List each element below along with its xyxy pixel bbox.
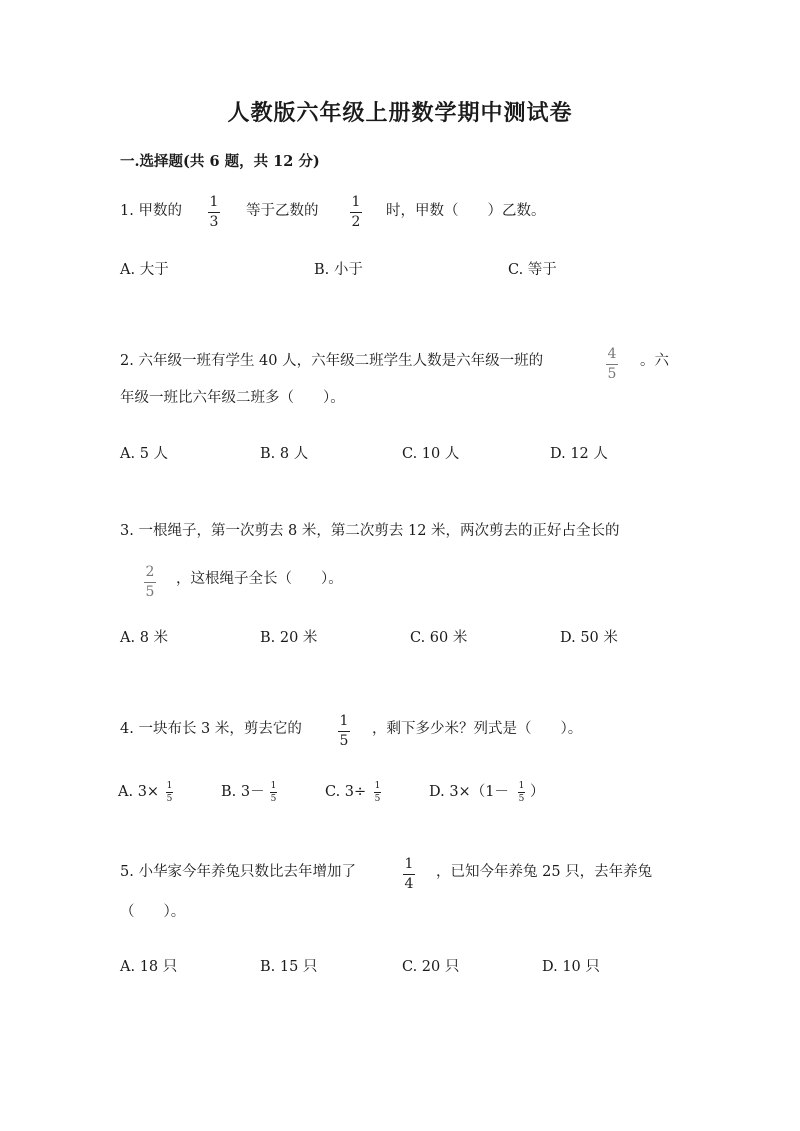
q4-text-part2: ，剩下多少米？列式是（ ）。 <box>372 721 583 737</box>
q4-option-a[interactable]: A. 3× <box>118 784 160 800</box>
q1-text-part3: 时，甲数（ ）乙数。 <box>386 203 546 219</box>
fraction-numerator: 1 <box>351 194 361 210</box>
q2-text-line2: 年级一班比六年级二班多（ ）。 <box>120 390 345 406</box>
q3-fraction <box>144 564 156 600</box>
q4-option-d[interactable]: D. 3×（1－ <box>429 784 509 800</box>
fraction-denominator: 5 <box>145 584 155 600</box>
q1-fraction-1 <box>208 194 220 230</box>
q5-option-d[interactable]: D. 10 只 <box>542 959 600 975</box>
q4-text-part1: 4. 一块布长 3 米，剪去它的 <box>120 721 302 737</box>
q1-option-b[interactable]: B. 小于 <box>314 262 363 278</box>
q4-fraction <box>338 713 350 749</box>
fraction-denominator: 5 <box>607 366 617 382</box>
q3-option-a[interactable]: A. 8 米 <box>120 630 169 646</box>
section-heading: 一.选择题(共 6 题，共 12 分) <box>120 153 320 170</box>
q3-option-b[interactable]: B. 20 米 <box>260 630 318 646</box>
q5-text-part1: 5. 小华家今年养兔只数比去年增加了 <box>120 864 356 880</box>
fraction-numerator: 1 <box>270 781 277 791</box>
q5-fraction <box>403 856 415 892</box>
fraction-denominator: 5 <box>166 794 173 804</box>
fraction-denominator: 5 <box>270 794 277 804</box>
q2-option-d[interactable]: D. 12 人 <box>550 446 608 462</box>
q5-text-part2: ，已知今年养兔 25 只，去年养兔 <box>436 864 653 880</box>
q4-option-d-fraction <box>518 781 525 804</box>
fraction-numerator: 1 <box>339 713 349 729</box>
fraction-numerator: 1 <box>209 194 219 210</box>
q2-option-c[interactable]: C. 10 人 <box>402 446 460 462</box>
q1-text-part1: 1. 甲数的 <box>120 203 182 219</box>
q3-option-c[interactable]: C. 60 米 <box>410 630 468 646</box>
fraction-denominator: 5 <box>374 794 381 804</box>
fraction-numerator: 1 <box>374 781 381 791</box>
q2-text-part1: 2. 六年级一班有学生 40 人，六年级二班学生人数是六年级一班的 <box>120 353 544 369</box>
q3-text-part2: ，这根绳子全长（ ）。 <box>176 571 343 587</box>
q4-option-c[interactable]: C. 3÷ <box>325 784 367 800</box>
fraction-denominator: 3 <box>209 214 219 230</box>
q4-option-b-fraction <box>270 781 277 804</box>
q4-option-b[interactable]: B. 3－ <box>221 784 265 800</box>
q2-option-b[interactable]: B. 8 人 <box>260 446 309 462</box>
q4-option-a-fraction <box>166 781 173 804</box>
q5-option-a[interactable]: A. 18 只 <box>120 959 178 975</box>
fraction-numerator: 2 <box>145 564 155 580</box>
q4-option-d-close-paren: ） <box>530 784 545 800</box>
q5-option-b[interactable]: B. 15 只 <box>260 959 318 975</box>
q1-fraction-2 <box>350 194 362 230</box>
q1-text-part2: 等于乙数的 <box>246 203 319 219</box>
q2-text-part2: 。六 <box>640 353 669 369</box>
fraction-denominator: 4 <box>404 876 414 892</box>
q2-fraction <box>606 346 618 382</box>
q4-option-c-fraction <box>374 781 381 804</box>
q5-option-c[interactable]: C. 20 只 <box>402 959 460 975</box>
q2-option-a[interactable]: A. 5 人 <box>120 446 169 462</box>
q5-text-line2: （ ）。 <box>120 904 186 920</box>
fraction-denominator: 5 <box>518 794 525 804</box>
page-title: 人教版六年级上册数学期中测试卷 <box>227 100 573 126</box>
q1-option-a[interactable]: A. 大于 <box>120 262 169 278</box>
fraction-denominator: 5 <box>339 733 349 749</box>
fraction-numerator: 4 <box>607 346 617 362</box>
q3-text-line1: 3. 一根绳子，第一次剪去 8 米，第二次剪去 12 米，两次剪去的正好占全长的 <box>120 523 620 539</box>
fraction-numerator: 1 <box>518 781 525 791</box>
q3-option-d[interactable]: D. 50 米 <box>560 630 618 646</box>
fraction-denominator: 2 <box>351 214 361 230</box>
q1-option-c[interactable]: C. 等于 <box>508 262 557 278</box>
fraction-numerator: 1 <box>166 781 173 791</box>
fraction-numerator: 1 <box>404 856 414 872</box>
